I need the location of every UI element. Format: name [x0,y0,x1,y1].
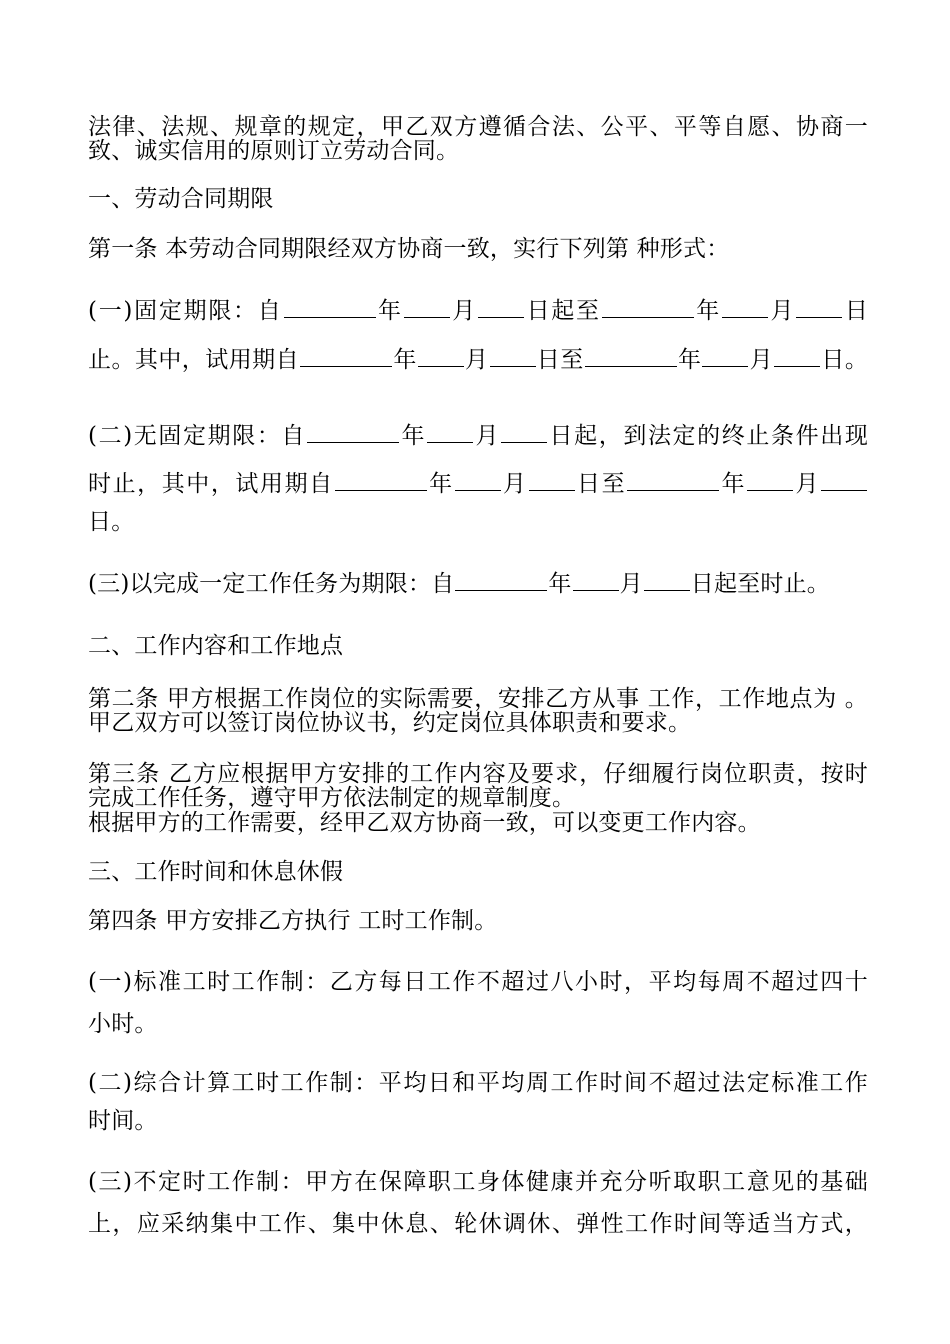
blank-field [796,297,842,318]
text-span: 月 [794,471,821,497]
text-span: 月 [749,347,774,373]
text-span: 年 [400,423,427,449]
text-line: 法律、法规、规章的规定，甲乙双方遵循合法、公平、平等自愿、协商一 [88,114,868,140]
text-span: 日起至时止。 [690,571,830,597]
blank-field [722,297,768,318]
text-line: 日。 [88,509,135,535]
text-span: 年 [677,347,702,373]
blank-field [644,570,690,591]
text-span: 日至 [536,347,584,373]
text-span: 年 [548,571,572,597]
section-heading: 一、劳动合同期限 [88,186,274,212]
blank-field [404,297,450,318]
form-line [88,296,868,326]
text-span: 年 [376,298,403,324]
form-line [88,569,868,599]
text-span: 月 [501,471,528,497]
text-span: 时止，其中，试用期自 [88,471,334,497]
text-line: 致、诚实信用的原则订立劳动合同。 [88,138,460,164]
blank-field [529,470,575,491]
form-line [88,421,868,451]
text-span: 日至 [575,471,627,497]
text-span: 日。 [821,347,869,373]
text-span: 月 [450,298,478,324]
text-line: 完成工作任务，遵守甲方依法制定的规章制度。 [88,785,576,811]
text-line: 甲乙双方可以签订岗位协议书，约定岗位具体职责和要求。 [88,710,692,736]
text-span: 年 [393,347,417,373]
blank-field [418,346,464,367]
blank-field [478,297,524,318]
blank-field [501,422,547,443]
article-line: 第四条 甲方安排乙方执行 工时工作制。 [88,908,498,934]
text-span: (二)无固定期限：自 [88,423,307,449]
text-span: 日 [843,298,869,324]
blank-field [627,470,719,491]
text-span: 年 [427,471,454,497]
blank-field [490,346,536,367]
text-span: 月 [619,571,643,597]
text-line: 时间。 [88,1108,158,1134]
blank-field [455,470,501,491]
article-line: 第三条 乙方应根据甲方安排的工作内容及要求，仔细履行岗位职责，按时 [88,761,868,787]
blank-field [300,346,392,367]
text-line: (二)综合计算工时工作制：平均日和平均周工作时间不超过法定标准工作 [88,1070,868,1096]
section-heading: 三、工作时间和休息休假 [88,859,344,885]
form-line [88,345,868,375]
article-line: 第一条 本劳动合同期限经双方协商一致，实行下列第 种形式： [88,236,730,262]
form-line [88,469,868,499]
blank-field [455,570,547,591]
text-line: (三)不定时工作制：甲方在保障职工身体健康并充分听取职工意见的基础 [88,1169,868,1195]
text-span: 年 [694,298,722,324]
blank-field [585,346,677,367]
section-heading: 二、工作内容和工作地点 [88,633,344,659]
text-span: 月 [464,347,489,373]
blank-field [821,470,867,491]
text-span: 止。其中，试用期自 [88,347,300,373]
blank-field [307,422,399,443]
text-line: 小时。 [88,1011,158,1037]
text-span: 日起至 [525,298,601,324]
text-span: 年 [720,471,747,497]
blank-field [573,570,619,591]
text-line: 上，应采纳集中工作、集中休息、轮休调休、弹性工作时间等适当方式， [88,1211,868,1237]
blank-field [427,422,473,443]
blank-field [284,297,376,318]
blank-field [747,470,793,491]
text-span: 月 [474,423,501,449]
text-line: (一)标准工时工作制：乙方每日工作不超过八小时，平均每周不超过四十 [88,969,868,995]
text-span: 日起，到法定的终止条件出现 [548,423,869,449]
article-line: 第二条 甲方根据工作岗位的实际需要，安排乙方从事 工作，工作地点为 。 [88,686,868,712]
blank-field [702,346,748,367]
text-line: 根据甲方的工作需要，经甲乙双方协商一致，可以变更工作内容。 [88,810,761,836]
text-span: (三)以完成一定工作任务为期限：自 [88,571,455,597]
text-span: 月 [769,298,796,324]
text-span: (一)固定期限：自 [88,298,283,324]
blank-field [602,297,694,318]
blank-field [335,470,427,491]
blank-field [774,346,820,367]
